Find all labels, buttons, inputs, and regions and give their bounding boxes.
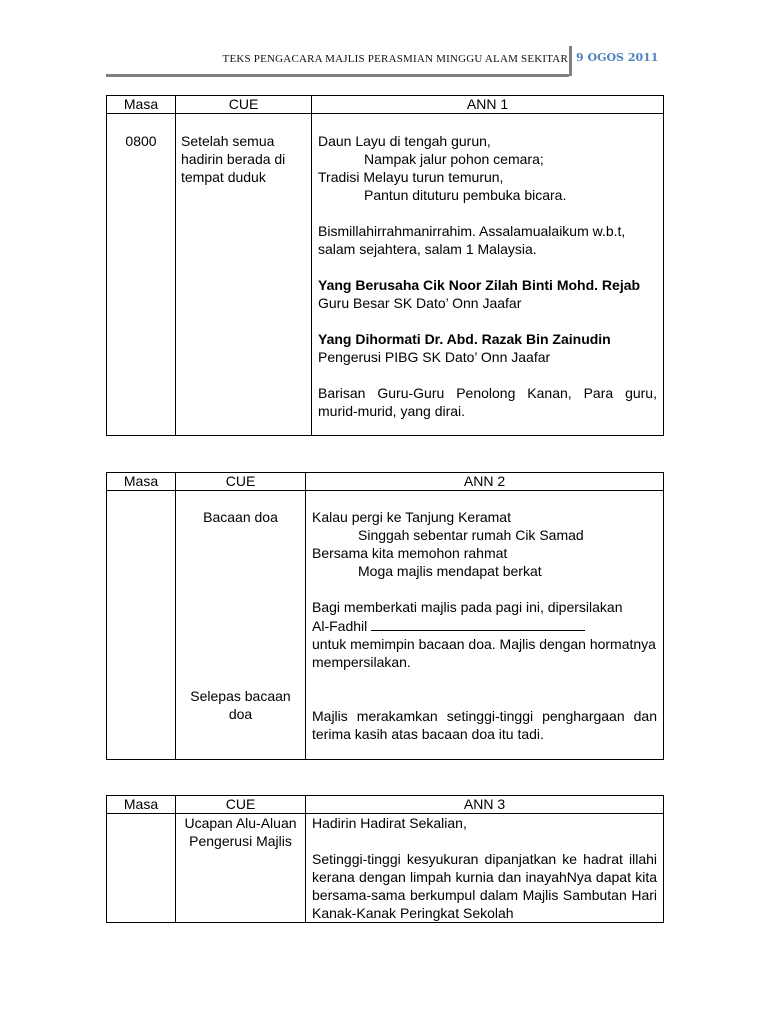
cue-cell: Ucapan Alu-Aluan Pengerusi Majlis	[176, 814, 306, 923]
header-divider	[569, 46, 572, 76]
pantun-line: Kalau pergi ke Tanjung Keramat	[312, 509, 511, 525]
pantun-line: Moga majlis mendapat berkat	[358, 563, 542, 579]
cue-text: Bacaan doa	[203, 509, 278, 525]
invite-text: Bagi memberkati majlis pada pagi ini, dipersilakan	[312, 599, 623, 615]
masa-header: Masa	[107, 473, 176, 491]
thanks-text: Majlis merakamkan setinggi-tinggi penghargaan dan terima kasih atas bacaan doa itu tadi.	[312, 708, 657, 742]
table-header-row	[107, 796, 664, 814]
table-header-row	[107, 473, 664, 491]
header-title: TEKS PENGACARA MAJLIS PERASMIAN MINGGU ALAM SEKITAR	[222, 53, 568, 65]
pantun-line: Daun Layu di tengah gurun,	[318, 133, 491, 149]
cue-text: Selepas bacaan doa	[190, 688, 291, 722]
invite-text: untuk memimpin bacaan doa. Majlis dengan hormatnya mempersilakan.	[312, 636, 656, 670]
masa-header: Masa	[107, 96, 176, 114]
invite-prefix: Al-Fadhil	[312, 618, 368, 634]
invite-name-line	[312, 616, 657, 635]
closing-text: Barisan Guru-Guru Penolong Kanan, Para guru, murid-murid, yang dirai.	[318, 385, 657, 419]
cue-cell	[176, 491, 306, 760]
masa-cell	[107, 814, 176, 923]
ann-cell	[306, 814, 664, 923]
header-rule	[106, 74, 569, 77]
ann-header: ANN 1	[312, 96, 664, 114]
pantun-line: Tradisi Melayu turun temurun,	[318, 169, 504, 185]
cue-header: CUE	[176, 796, 306, 814]
masa-cell	[107, 491, 176, 760]
ann3-table	[106, 795, 664, 923]
salutation-text: Hadirin Hadirat Sekalian,	[312, 815, 467, 831]
header-date: 9 OGOS 2011	[576, 51, 659, 64]
ann-header: ANN 3	[306, 796, 664, 814]
ann-header: ANN 2	[306, 473, 664, 491]
pantun-line: Bersama kita memohon rahmat	[312, 545, 508, 561]
guest-name: Yang Berusaha Cik Noor Zilah Binti Mohd. Rejab	[318, 277, 641, 293]
masa-cell: 0800	[107, 114, 176, 436]
body-text: Setinggi-tinggi kesyukuran dipanjatkan ke hadrat illahi kerana dengan limpah kurnia dan inayahNya dapat kita bersama-sama berkumpul dalam Majlis Sambutan Hari Kanak-Kanak Peringkat Sekolah	[312, 851, 657, 921]
guest-title: Guru Besar SK Dato’ Onn Jaafar	[318, 295, 522, 311]
masa-header: Masa	[107, 796, 176, 814]
ann2-table	[106, 472, 664, 760]
ann-cell	[306, 491, 664, 760]
greeting-text: Bismillahirrahmanirrahim. Assalamualaikum w.b.t, salam sejahtera, salam 1 Malaysia.	[318, 223, 626, 257]
guest-title: Pengerusi PIBG SK Dato’ Onn Jaafar	[318, 349, 551, 365]
table-row	[107, 114, 664, 436]
ann1-table	[106, 95, 664, 436]
ann-cell	[312, 114, 664, 436]
table-row	[107, 814, 664, 923]
pantun-line: Pantun dituturu pembuka bicara.	[364, 187, 567, 203]
cue-header: CUE	[176, 96, 312, 114]
guest-name: Yang Dihormati Dr. Abd. Razak Bin Zainudin	[318, 331, 611, 347]
pantun-line: Nampak jalur pohon cemara;	[364, 151, 544, 167]
table-header-row	[107, 96, 664, 114]
cue-cell: Setelah semua hadirin berada di tempat duduk	[176, 114, 312, 436]
page-header	[106, 46, 662, 78]
pantun-line: Singgah sebentar rumah Cik Samad	[358, 527, 584, 543]
cue-header: CUE	[176, 473, 306, 491]
table-row	[107, 491, 664, 760]
name-blank	[371, 616, 585, 631]
